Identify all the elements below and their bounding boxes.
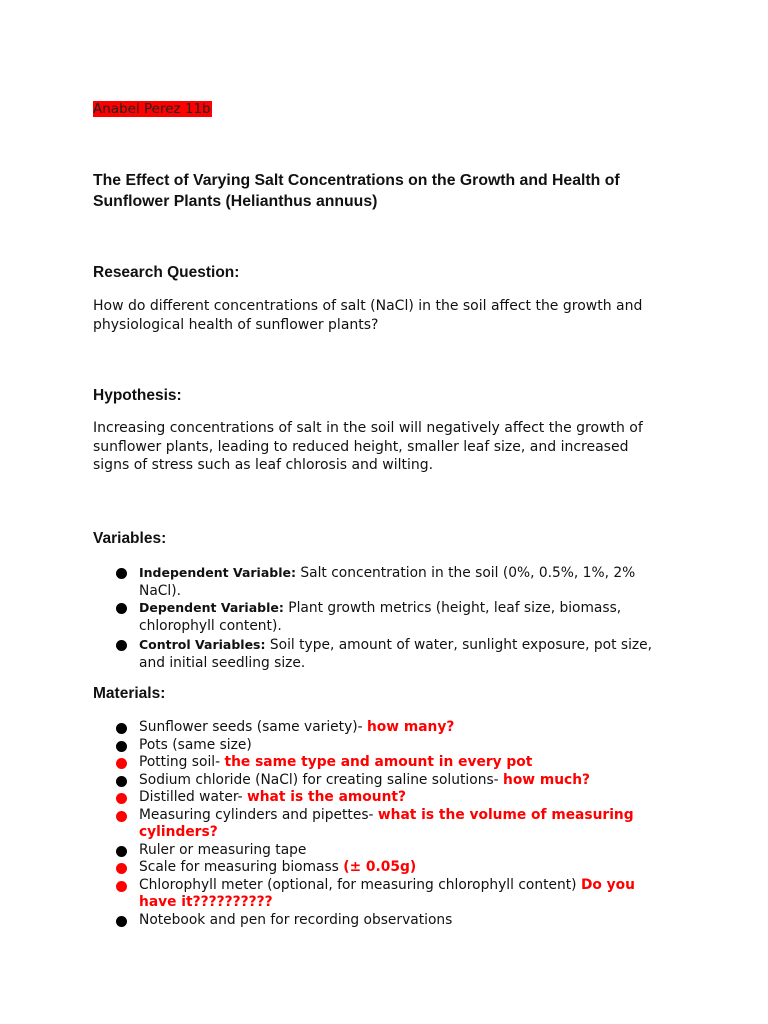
material-item (93, 772, 668, 790)
material-item (93, 754, 668, 772)
variables-list (93, 564, 668, 672)
material-item (93, 737, 668, 755)
bullet-icon (116, 568, 127, 579)
variable-description: Soil type, amount of water, sunlight exposure, pot size, and initial seedling size. (139, 637, 653, 671)
variables-heading: Variables: (93, 530, 167, 547)
material-item (93, 842, 668, 860)
teacher-annotation: how many? (366, 719, 455, 735)
bullet-icon (116, 758, 127, 769)
materials-list (93, 719, 668, 929)
variable-name: Dependent Variable: (139, 600, 284, 615)
variable-description: Salt concentration in the soil (0%, 0.5%, 1%, 2% NaCl). (139, 565, 636, 599)
hypothesis-heading: Hypothesis: (93, 387, 182, 404)
material-text: Chlorophyll meter (optional, for measuring chlorophyll content) (139, 876, 581, 893)
material-text: Measuring cylinders and pipettes- (139, 806, 378, 823)
material-text: Potting soil- (139, 754, 225, 770)
materials-heading: Materials: (93, 685, 166, 702)
teacher-annotation: Do you have it?????????? (139, 876, 635, 910)
teacher-annotation: the same type and amount in every pot (224, 754, 533, 770)
variable-name: Independent Variable: (139, 565, 296, 580)
material-item (93, 719, 668, 737)
material-item (93, 807, 668, 842)
hypothesis-text: Increasing concentrations of salt in the soil will negatively affect the growth of sunflower plants, leading to reduced height, smaller leaf size, and increased signs of stress such as leaf chlorosis and wilting. (93, 420, 643, 473)
bullet-icon (116, 640, 127, 651)
research-question-heading: Research Question: (93, 264, 240, 281)
teacher-annotation: how much? (503, 771, 591, 788)
material-item (93, 789, 668, 807)
variable-name: Control Variables: (139, 637, 266, 652)
bullet-icon (116, 603, 127, 614)
material-item (93, 859, 668, 877)
material-item (93, 912, 668, 930)
material-text: Ruler or measuring tape (139, 841, 307, 858)
bullet-icon (116, 793, 127, 804)
variable-item (93, 636, 668, 672)
variable-item (93, 599, 668, 635)
material-item (93, 877, 668, 912)
material-text: Pots (same size) (139, 736, 252, 753)
teacher-annotation: what is the volume of measuring cylinders? (139, 806, 634, 840)
teacher-annotation: (± 0.05g) (343, 859, 417, 875)
material-text: Notebook and pen for recording observations (139, 911, 453, 928)
author-name-highlight: Anabel Perez 11b (93, 101, 211, 117)
document-title: The Effect of Varying Salt Concentrations on the Growth and Health of Sunflower Plants (Helianthus annuus) (93, 172, 620, 210)
variable-description: Plant growth metrics (height, leaf size, biomass, chlorophyll content). (139, 600, 622, 634)
teacher-annotation: what is the amount? (246, 789, 406, 805)
material-text: Scale for measuring biomass (139, 859, 344, 875)
research-question-text: How do different concentrations of salt (NaCl) in the soil affect the growth and physiological health of sunflower plants? (93, 298, 643, 333)
bullet-icon (116, 776, 127, 787)
bullet-icon (116, 881, 127, 892)
bullet-icon (116, 846, 127, 857)
bullet-icon (116, 811, 127, 822)
material-text: Distilled water- (139, 789, 247, 805)
bullet-icon (116, 723, 127, 734)
bullet-icon (116, 863, 127, 874)
variable-item (93, 564, 668, 600)
material-text: Sunflower seeds (same variety)- (139, 719, 367, 735)
material-text: Sodium chloride (NaCl) for creating saline solutions- (139, 771, 503, 788)
bullet-icon (116, 741, 127, 752)
bullet-icon (116, 916, 127, 927)
